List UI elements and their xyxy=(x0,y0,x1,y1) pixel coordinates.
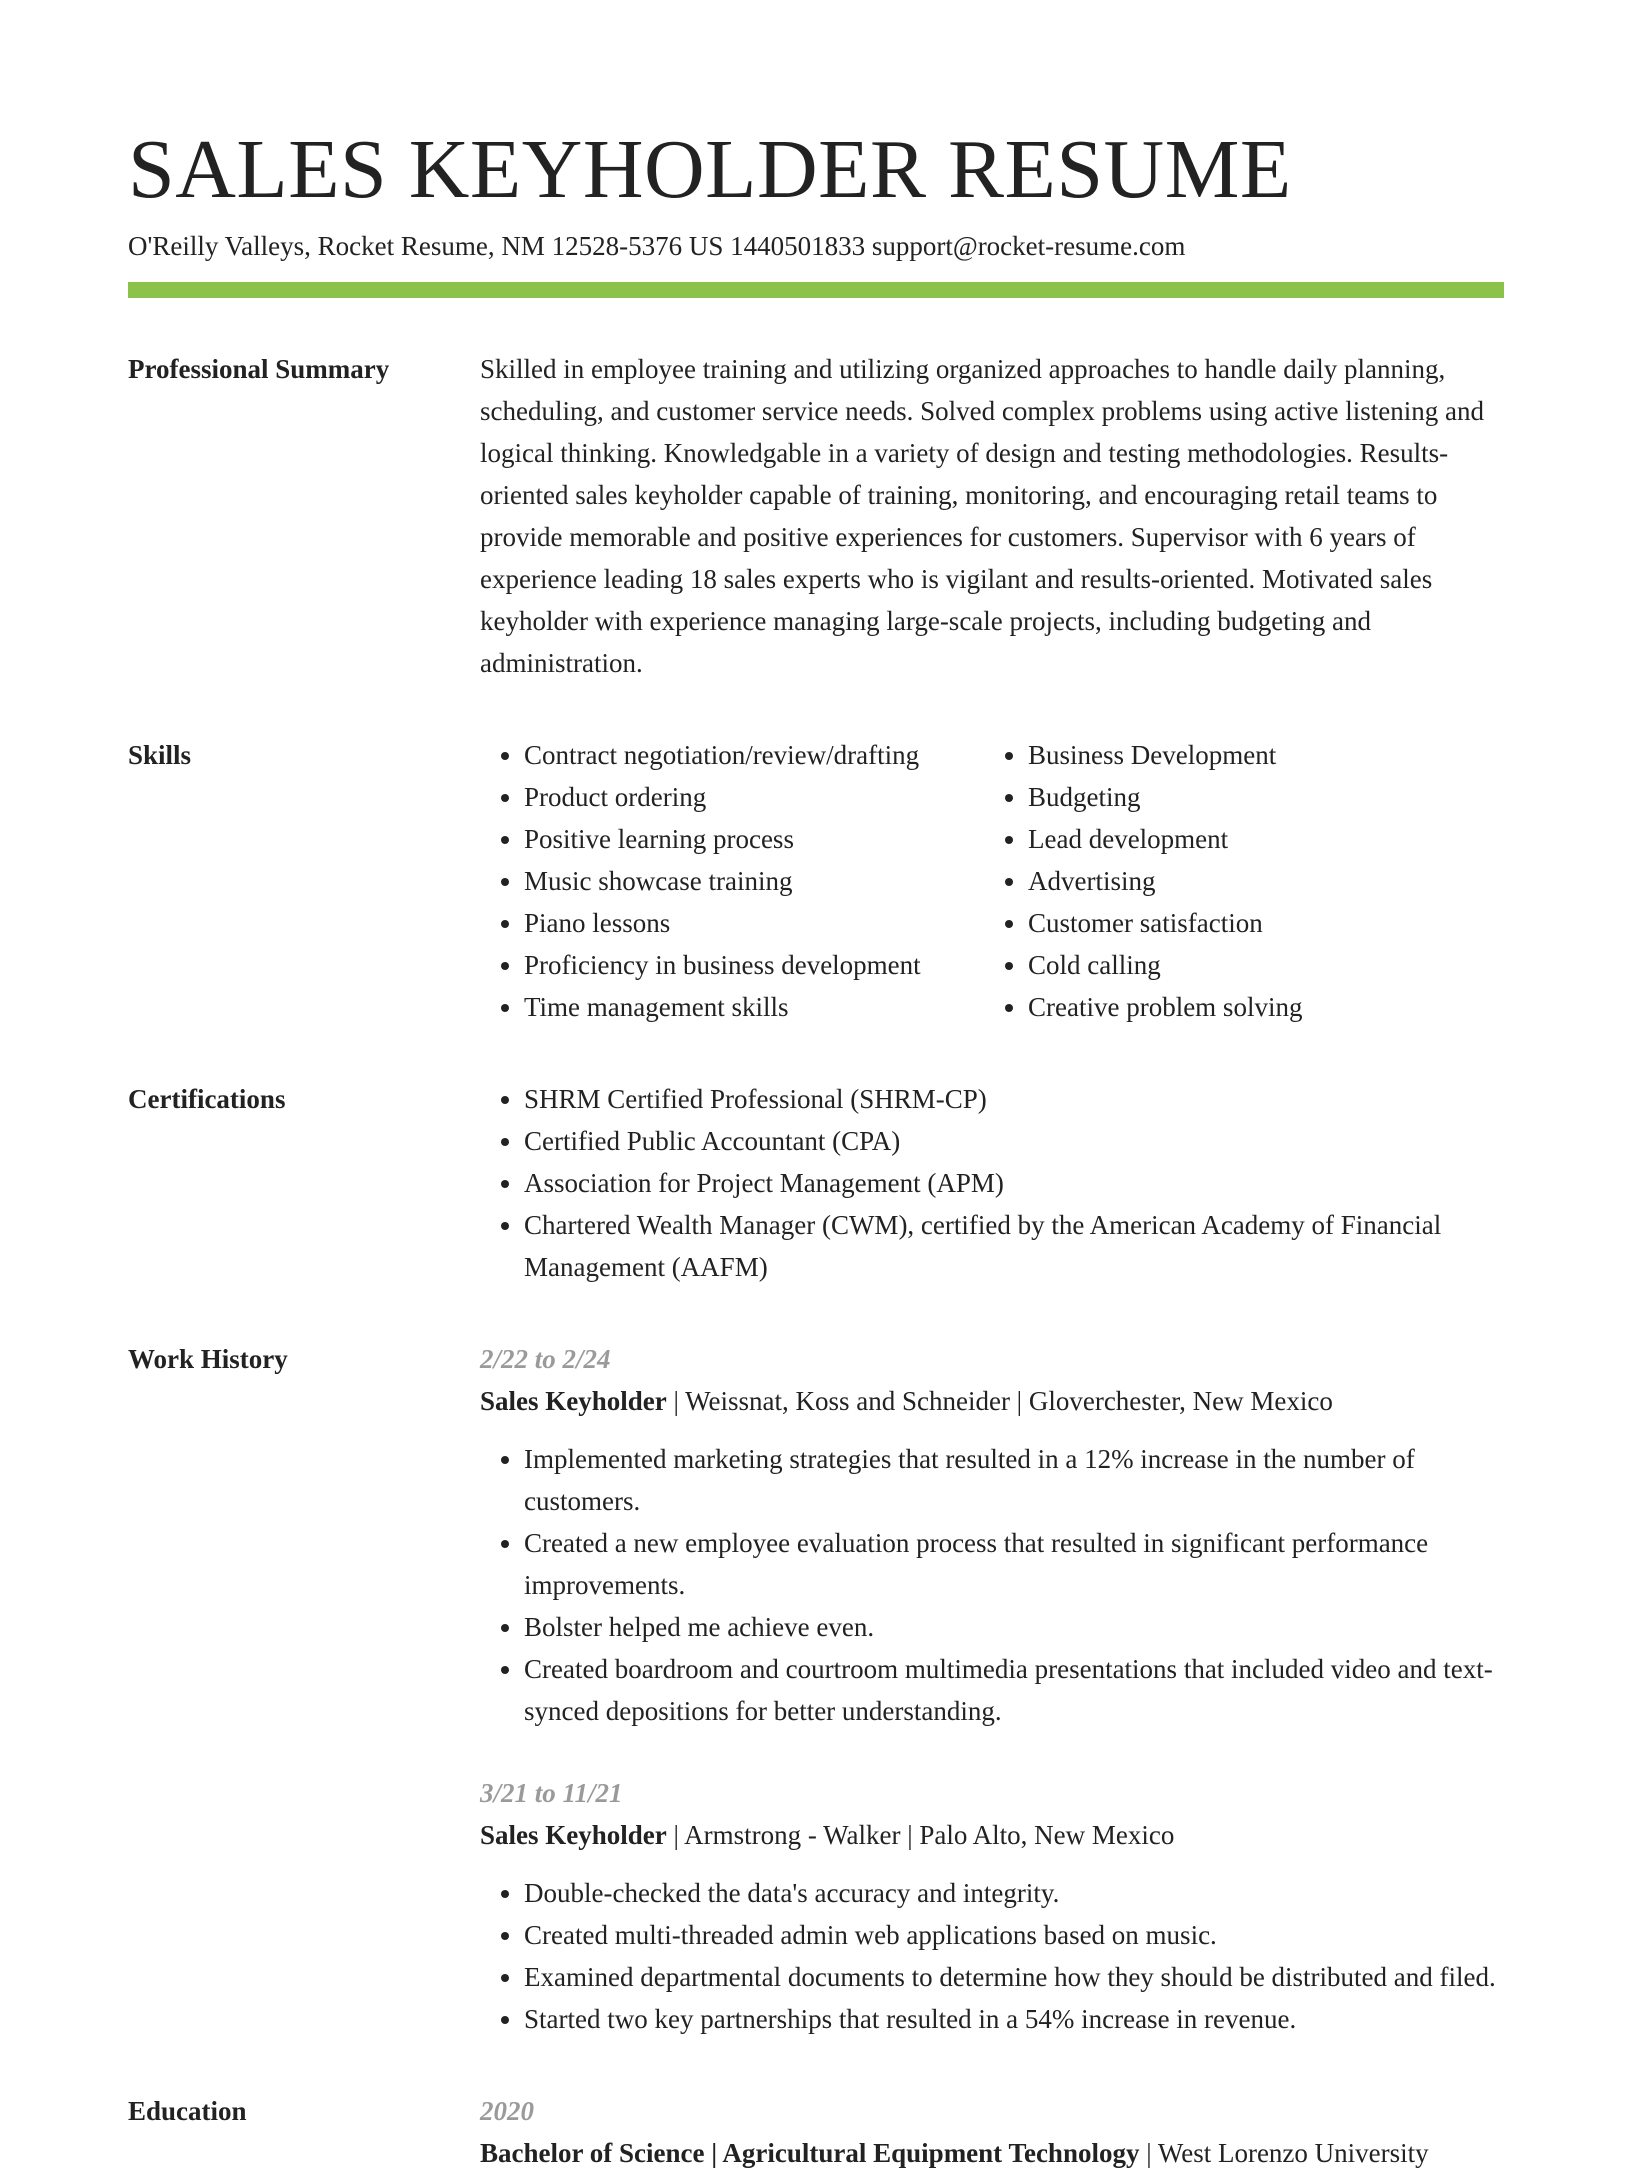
education-degree: Bachelor of Science | Agricultural Equipment Technology xyxy=(480,2138,1140,2168)
job-title-line xyxy=(480,1814,1504,1856)
job-details: | Armstrong - Walker | Palo Alto, New Mexico xyxy=(666,1820,1175,1850)
skill-item: • Budgeting xyxy=(1028,776,1302,818)
resume-title: SALES KEYHOLDER RESUME xyxy=(128,123,1292,216)
job-bullet: • Created multi-threaded admin web applications based on music. xyxy=(524,1914,1504,1956)
skill-item: • Creative problem solving xyxy=(1028,986,1302,1028)
section-title-certifications: Certifications xyxy=(128,1084,286,1114)
job-bullet: • Bolster helped me achieve even. xyxy=(524,1606,1504,1648)
skill-item: • Business Development xyxy=(1028,734,1302,776)
skill-item: • Lead development xyxy=(1028,818,1302,860)
certifications-section xyxy=(128,1078,1504,1288)
section-title-education: Education xyxy=(128,2096,247,2126)
skill-item: • Piano lessons xyxy=(524,902,984,944)
job-details: | Weissnat, Koss and Schneider | Gloverchester, New Mexico xyxy=(666,1386,1333,1416)
job-bullet: • Examined departmental documents to determine how they should be distributed and filed. xyxy=(524,1956,1504,1998)
section-title-skills: Skills xyxy=(128,740,192,770)
work-history-section xyxy=(128,1338,1504,2040)
job-bullet: • Created a new employee evaluation process that resulted in significant performance improvements. xyxy=(524,1522,1504,1606)
certification-item: • Association for Project Management (APM) xyxy=(524,1162,1504,1204)
education-year: 2020 xyxy=(480,2096,534,2126)
job-bullets xyxy=(480,1438,1504,1732)
section-title-work-history: Work History xyxy=(128,1344,288,1374)
skill-item: • Product ordering xyxy=(524,776,984,818)
section-title-summary: Professional Summary xyxy=(128,354,390,384)
certification-item: • Certified Public Accountant (CPA) xyxy=(524,1120,1504,1162)
job-role: Sales Keyholder xyxy=(480,1820,667,1850)
education-school: | West Lorenzo University xyxy=(1139,2138,1429,2168)
job-bullet: • Implemented marketing strategies that resulted in a 12% increase in the number of customers. xyxy=(524,1438,1504,1522)
job-dates: 3/21 to 11/21 xyxy=(480,1778,623,1808)
job-entry xyxy=(480,1338,1504,1732)
certifications-list xyxy=(480,1078,1504,1288)
education-line xyxy=(480,2132,1504,2174)
job-bullets xyxy=(480,1872,1504,2040)
skill-item: • Positive learning process xyxy=(524,818,984,860)
job-dates: 2/22 to 2/24 xyxy=(480,1344,611,1374)
skill-item: • Advertising xyxy=(1028,860,1302,902)
job-entry xyxy=(480,1772,1504,2040)
job-bullet: • Created boardroom and courtroom multimedia presentations that included video and text-synced depositions for better understanding. xyxy=(524,1648,1504,1732)
education-section xyxy=(128,2090,1504,2174)
skill-item: • Contract negotiation/review/drafting xyxy=(524,734,984,776)
skill-item: • Proficiency in business development xyxy=(524,944,984,986)
job-bullet: • Double-checked the data's accuracy and integrity. xyxy=(524,1872,1504,1914)
certification-item: • SHRM Certified Professional (SHRM-CP) xyxy=(524,1078,1504,1120)
job-bullet: • Started two key partnerships that resulted in a 54% increase in revenue. xyxy=(524,1998,1504,2040)
certification-item: • Chartered Wealth Manager (CWM), certified by the American Academy of Financial Management (AAFM) xyxy=(524,1204,1504,1288)
skills-list-right xyxy=(984,734,1302,1028)
job-title-line xyxy=(480,1380,1504,1422)
skill-item: • Cold calling xyxy=(1028,944,1302,986)
summary-text: Skilled in employee training and utilizing organized approaches to handle daily planning, scheduling, and customer service needs. Solved complex problems using active listening and logical thinking. Knowledgable in a variety of design and testing methodologies. Results-oriented sales keyholder capable of training, monitoring, and encouraging retail teams to provide memorable and positive experiences for customers. Supervisor with 6 years of experience leading 18 sales experts who is vigilant and results-oriented. Motivated sales keyholder with experience managing large-scale projects, including budgeting and administration. xyxy=(480,354,1485,678)
skill-item: • Customer satisfaction xyxy=(1028,902,1302,944)
job-role: Sales Keyholder xyxy=(480,1386,667,1416)
skills-section xyxy=(128,734,1504,1028)
accent-divider xyxy=(128,282,1504,298)
skills-list-left xyxy=(480,734,984,1028)
summary-section xyxy=(128,348,1504,684)
contact-line: O'Reilly Valleys, Rocket Resume, NM 12528-5376 US 1440501833 support@rocket-resume.com xyxy=(128,231,1186,261)
skill-item: • Music showcase training xyxy=(524,860,984,902)
skill-item: • Time management skills xyxy=(524,986,984,1028)
